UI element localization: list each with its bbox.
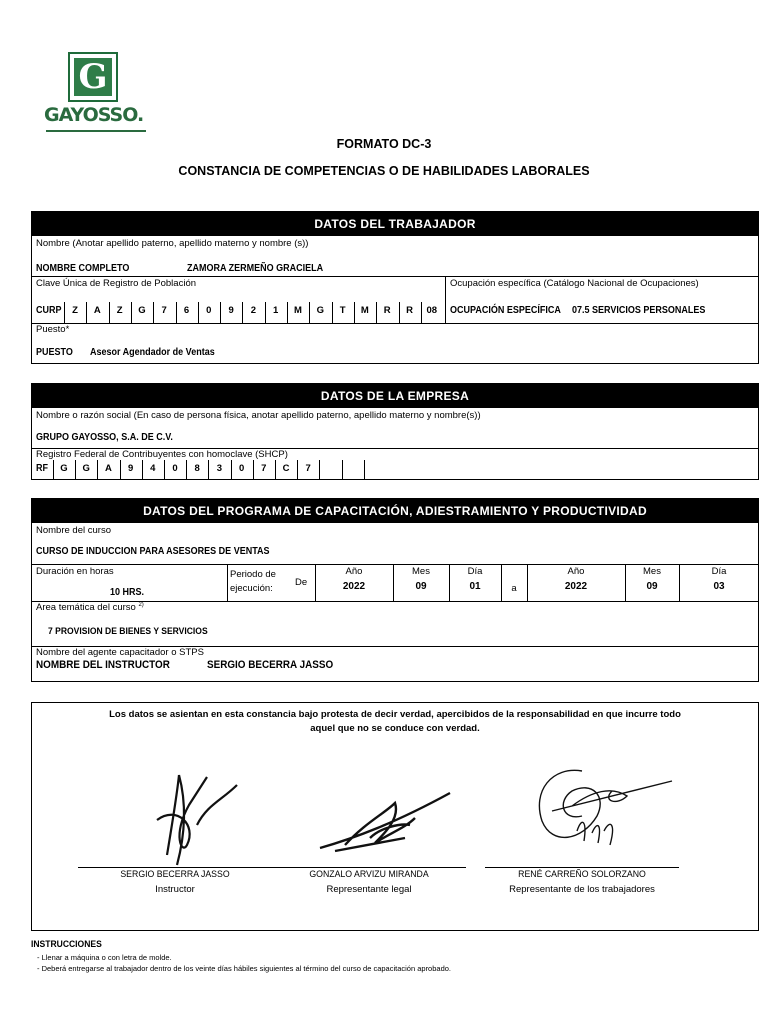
rfc-char: 3 xyxy=(216,463,223,474)
rfc-char: G xyxy=(60,463,68,474)
position-key: PUESTO xyxy=(36,347,73,358)
end-day-label: Día xyxy=(711,566,727,577)
curp-char: 0 xyxy=(206,305,212,316)
divider xyxy=(32,564,758,565)
rfc-cell-divider xyxy=(342,460,343,479)
rfc-char: A xyxy=(104,463,112,474)
end-month: 09 xyxy=(646,581,658,592)
from-label: De xyxy=(295,577,308,588)
signer-name: RENÉ CARREÑO SOLORZANO xyxy=(518,869,646,880)
area-label xyxy=(36,602,144,613)
curp-char: 1 xyxy=(273,305,279,316)
rfc-cell-divider xyxy=(164,460,165,479)
worker-name-value: ZAMORA ZERMEÑO GRACIELA xyxy=(187,263,324,274)
worker-rep-signature xyxy=(512,761,682,861)
curp-char: R xyxy=(383,305,391,316)
instructor-signature xyxy=(127,765,257,869)
rfc-cell-divider xyxy=(319,460,320,479)
agent-label: Nombre del agente capacitador o STPS xyxy=(36,647,204,658)
duration-value: 10 HRS. xyxy=(110,587,145,598)
curp-char: 7 xyxy=(161,305,167,316)
end-day: 03 xyxy=(713,581,725,592)
divider xyxy=(445,276,446,323)
start-day-label: Día xyxy=(467,566,483,577)
rfc-cell-divider xyxy=(142,460,143,479)
worker-section-header: DATOS DEL TRABAJADOR xyxy=(32,212,758,236)
curp-cell-divider xyxy=(265,302,266,323)
area-value: 7 PROVISION DE BIENES Y SERVICIOS xyxy=(48,626,208,637)
curp-cell-divider xyxy=(64,302,65,323)
duration-label: Duración en horas xyxy=(36,566,114,577)
curp-char: M xyxy=(294,305,302,316)
position-label: Puesto* xyxy=(36,324,70,335)
company-name-label: Nombre o razón social (En caso de persona física, anotar apellido paterno, apellido materno y nombre(s)) xyxy=(36,410,481,421)
rfc-cell-divider xyxy=(53,460,54,479)
logo-emblem xyxy=(68,52,118,102)
occupation-value: 07.5 SERVICIOS PERSONALES xyxy=(572,305,706,316)
rfc-cell-divider xyxy=(75,460,76,479)
curp-cell-divider xyxy=(287,302,288,323)
rfc-key: RF xyxy=(36,463,49,474)
legal-signature xyxy=(315,783,455,863)
signatures-section xyxy=(31,702,759,931)
end-year-label: Año xyxy=(567,566,585,577)
curp-char: A xyxy=(93,305,101,316)
document-subtitle: CONSTANCIA DE COMPETENCIAS O DE HABILIDADES LABORALES xyxy=(178,164,590,178)
curp-char: Z xyxy=(116,305,123,316)
curp-char: 9 xyxy=(228,305,234,316)
rfc-char: G xyxy=(82,463,90,474)
signature-line xyxy=(485,867,679,868)
occupation-key: OCUPACIÓN ESPECÍFICA xyxy=(450,305,561,316)
start-day: 01 xyxy=(469,581,481,592)
company-section-header: DATOS DE LA EMPRESA xyxy=(32,384,758,408)
worker-name-label: Nombre (Anotar apellido paterno, apellido materno y nombre (s)) xyxy=(36,238,309,249)
statement-line-2: aquel que no se conduce con verdad. xyxy=(310,723,480,734)
end-year: 2022 xyxy=(564,581,588,592)
start-year-label: Año xyxy=(345,566,363,577)
rfc-cell-divider xyxy=(120,460,121,479)
curp-char: Z xyxy=(72,305,78,316)
curp-char: 2 xyxy=(250,305,257,316)
course-label: Nombre del curso xyxy=(36,525,111,536)
instruction-item-1: - Llenar a máquina o con letra de molde. xyxy=(37,953,172,962)
divider xyxy=(32,276,758,277)
rfc-char: 7 xyxy=(261,463,267,474)
period-label-2: ejecución: xyxy=(230,583,273,594)
curp-cell-divider xyxy=(332,302,333,323)
curp-char: G xyxy=(138,305,146,316)
rfc-char: 7 xyxy=(305,463,311,474)
agent-key: NOMBRE DEL INSTRUCTOR xyxy=(36,659,170,671)
curp-char: R xyxy=(406,305,413,316)
start-month: 09 xyxy=(415,581,427,592)
company-logo xyxy=(44,52,152,136)
rfc-char: 4 xyxy=(150,463,156,474)
curp-cell-divider xyxy=(309,302,310,323)
curp-char: 6 xyxy=(183,305,190,316)
divider xyxy=(227,564,228,601)
signature-line xyxy=(78,867,272,868)
rfc-char: 8 xyxy=(194,463,200,474)
curp-cell-divider xyxy=(131,302,132,323)
curp-cell-divider xyxy=(421,302,422,323)
rfc-char: 0 xyxy=(172,463,178,474)
agent-value: SERGIO BECERRA JASSO xyxy=(207,659,334,671)
curp-cell-divider xyxy=(153,302,154,323)
curp-cell-divider xyxy=(376,302,377,323)
position-value: Asesor Agendador de Ventas xyxy=(90,347,215,358)
curp-char: 08 xyxy=(426,305,438,316)
program-section xyxy=(31,498,759,682)
to-label: a xyxy=(511,583,517,594)
start-year: 2022 xyxy=(342,581,366,592)
program-section-header: DATOS DEL PROGRAMA DE CAPACITACIÓN, ADIESTRAMIENTO Y PRODUCTIVIDAD xyxy=(32,499,758,523)
rfc-char: 9 xyxy=(127,463,134,474)
worker-section xyxy=(31,211,759,364)
rfc-char: 0 xyxy=(238,463,245,474)
curp-cell-divider xyxy=(109,302,110,323)
rfc-cell-divider xyxy=(297,460,298,479)
area-label-sup: 2) xyxy=(138,602,144,608)
rfc-cell-divider xyxy=(231,460,232,479)
rfc-cell-divider xyxy=(364,460,365,479)
curp-cell-divider xyxy=(220,302,221,323)
period-label-1: Periodo de xyxy=(230,569,276,580)
statement-line-1: Los datos se asientan en esta constancia bajo protesta de decir verdad, apercibidos de la responsabilidad en que incurre todo xyxy=(109,709,681,720)
occupation-label: Ocupación específica (Catálogo Nacional de Ocupaciones) xyxy=(450,278,699,289)
curp-cell-divider xyxy=(399,302,400,323)
course-value: CURSO DE INDUCCION PARA ASESORES DE VENTAS xyxy=(36,546,270,557)
signer-name: GONZALO ARVIZU MIRANDA xyxy=(309,869,429,880)
signature-line xyxy=(272,867,466,868)
rfc-cell-divider xyxy=(208,460,209,479)
logo-name: GAYOSSO. xyxy=(44,104,144,126)
logo-letter: G xyxy=(74,58,112,96)
company-name-value: GRUPO GAYOSSO, S.A. DE C.V. xyxy=(36,432,173,443)
signer-role: Instructor xyxy=(155,884,195,895)
document-title: FORMATO DC-3 xyxy=(336,137,432,151)
rfc-cell-divider xyxy=(97,460,98,479)
curp-label: Clave Única de Registro de Población xyxy=(36,278,197,289)
end-month-label: Mes xyxy=(643,566,661,577)
worker-name-key: NOMBRE COMPLETO xyxy=(36,263,130,274)
start-month-label: Mes xyxy=(412,566,430,577)
logo-underline xyxy=(46,130,146,132)
area-label-text: Area temática del curso xyxy=(36,602,136,614)
signer-role: Representante legal xyxy=(326,884,412,895)
rfc-cell-divider xyxy=(186,460,187,479)
rfc-cell-divider xyxy=(253,460,254,479)
curp-cell-divider xyxy=(354,302,355,323)
instructions-title: INSTRUCCIONES xyxy=(31,939,102,950)
signer-role: Representante de los trabajadores xyxy=(509,884,655,895)
signer-name: SERGIO BECERRA JASSO xyxy=(120,869,230,880)
curp-char: T xyxy=(339,305,346,316)
curp-cell-divider xyxy=(176,302,177,323)
divider xyxy=(32,323,758,324)
company-section xyxy=(31,383,759,480)
curp-key: CURP xyxy=(36,305,62,316)
instruction-item-2: - Deberá entregarse al trabajador dentro de los veinte días hábiles siguientes al término del curso de capacitación aprobado. xyxy=(37,964,452,973)
curp-char: G xyxy=(316,305,324,316)
curp-cell-divider xyxy=(242,302,243,323)
rfc-char: C xyxy=(282,463,290,474)
curp-cell-divider xyxy=(198,302,199,323)
curp-cell-divider xyxy=(86,302,87,323)
curp-char: M xyxy=(360,305,369,316)
rfc-label: Registro Federal de Contribuyentes con homoclave (SHCP) xyxy=(36,449,288,460)
rfc-cell-divider xyxy=(275,460,276,479)
